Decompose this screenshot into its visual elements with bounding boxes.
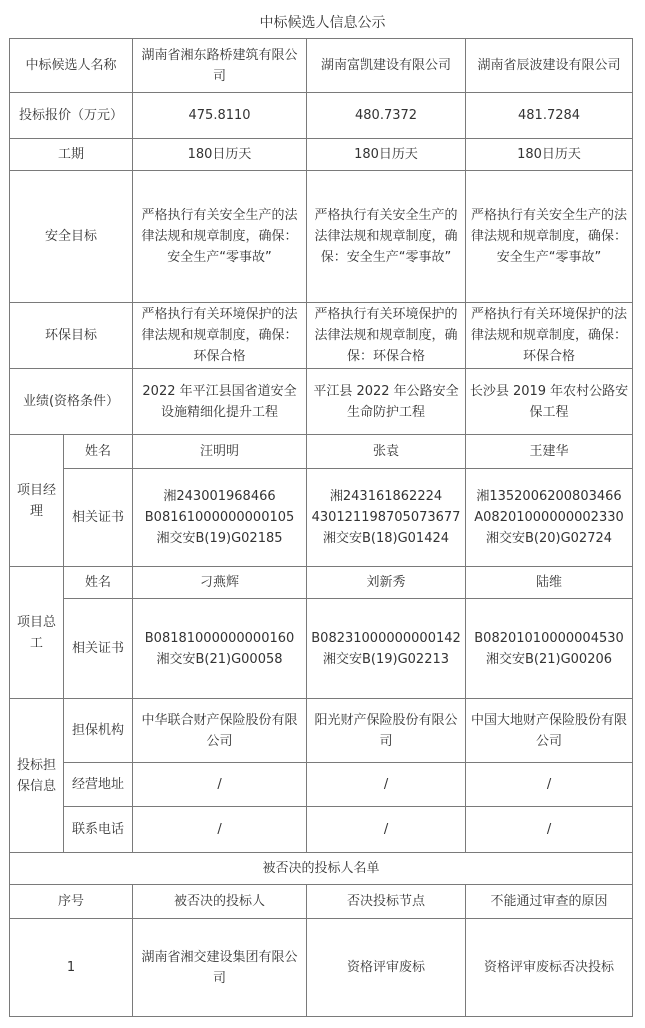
cert-line: 430121198705073677 xyxy=(311,510,461,525)
rejected-section-title: 被否决的投标人名单 xyxy=(10,853,633,885)
candidate-3-guarantor: 中国大地财产保险股份有限公司 xyxy=(466,699,633,763)
candidate-3-pm-certs xyxy=(466,469,633,567)
candidate-2-duration: 180日历天 xyxy=(307,139,466,171)
cert-line: B08231000000000142 xyxy=(311,630,461,646)
engineer-name-row xyxy=(10,567,633,599)
candidate-1-pm-certs xyxy=(133,469,307,567)
guarantor-label: 担保机构 xyxy=(64,699,133,763)
pm-group-label: 项目经理 xyxy=(10,435,64,567)
rejected-header-reason: 不能通过审查的原因 xyxy=(466,885,633,919)
candidate-2-env-goal: 严格执行有关环境保护的法律法规和规章制度，确保：环保合格 xyxy=(307,303,466,369)
candidate-3-name: 湖南省辰波建设有限公司 xyxy=(466,39,633,93)
candidate-2-bid-price: 480.7372 xyxy=(307,93,466,139)
candidate-3-performance: 长沙县 2019 年农村公路安保工程 xyxy=(466,369,633,435)
pm-name-label: 姓名 xyxy=(64,435,133,469)
cert-line: 湘243161862224 xyxy=(329,489,443,504)
duration-row xyxy=(10,139,633,171)
candidate-3-bid-price: 481.7284 xyxy=(466,93,633,139)
candidate-2-pm-certs xyxy=(307,469,466,567)
candidate-1-guarantor-phone: / xyxy=(133,807,307,853)
candidate-3-guarantor-address: / xyxy=(466,763,633,807)
bid-price-label: 投标报价（万元） xyxy=(10,93,133,139)
pm-certs-row xyxy=(10,469,633,567)
candidate-2-guarantor-address: / xyxy=(307,763,466,807)
engineer-name-label: 姓名 xyxy=(64,567,133,599)
rejected-title-row xyxy=(10,853,633,885)
candidate-2-name: 湖南富凯建设有限公司 xyxy=(307,39,466,93)
performance-row xyxy=(10,369,633,435)
candidate-2-safety-goal: 严格执行有关安全生产的法律法规和规章制度，确保：安全生产“零事故” xyxy=(307,171,466,303)
candidate-2-guarantor-phone: / xyxy=(307,807,466,853)
guarantee-group-label: 投标担保信息 xyxy=(10,699,64,853)
cert-line: B08201010000004530 xyxy=(474,630,624,646)
rejected-row xyxy=(10,919,633,1017)
candidate-2-performance: 平江县 2022 年公路安全生命防护工程 xyxy=(307,369,466,435)
candidate-1-guarantor-address: / xyxy=(133,763,307,807)
candidate-1-duration: 180日历天 xyxy=(133,139,307,171)
page-title: 中标候选人信息公示 xyxy=(259,15,386,31)
guarantor-address-label: 经营地址 xyxy=(64,763,133,807)
candidate-3-pm-name: 王建华 xyxy=(466,435,633,469)
candidate-1-safety-goal: 严格执行有关安全生产的法律法规和规章制度，确保：安全生产“零事故” xyxy=(133,171,307,303)
rejected-row-bidder: 湖南省湘交建设集团有限公司 xyxy=(133,919,307,1017)
rejected-row-reason: 资格评审废标否决投标 xyxy=(466,919,633,1017)
cert-line: A08201000000002330 xyxy=(474,510,624,525)
cert-line: 湘交安B(20)G02724 xyxy=(485,531,613,546)
candidate-3-env-goal: 严格执行有关环境保护的法律法规和规章制度，确保：环保合格 xyxy=(466,303,633,369)
candidate-1-env-goal: 严格执行有关环境保护的法律法规和规章制度，确保：环保合格 xyxy=(133,303,307,369)
performance-label: 业绩(资格条件） xyxy=(10,369,133,435)
candidate-name-row xyxy=(10,39,633,93)
candidate-2-guarantor: 阳光财产保险股份有限公司 xyxy=(307,699,466,763)
candidate-name-label: 中标候选人名称 xyxy=(10,39,133,93)
safety-goal-row xyxy=(10,171,633,303)
rejected-header-row xyxy=(10,885,633,919)
candidate-1-performance: 2022 年平江县国省道安全设施精细化提升工程 xyxy=(133,369,307,435)
candidate-1-guarantor: 中华联合财产保险股份有限公司 xyxy=(133,699,307,763)
guarantor-phone-row xyxy=(10,807,633,853)
cert-line: 湘交安B(21)G00058 xyxy=(156,651,283,667)
candidate-3-engineer-name: 陆维 xyxy=(466,567,633,599)
rejected-row-no: 1 xyxy=(10,919,133,1017)
cert-line: 湘243001968466 xyxy=(163,489,276,504)
candidate-1-name: 湖南省湘东路桥建筑有限公司 xyxy=(133,39,307,93)
candidate-2-pm-name: 张袁 xyxy=(307,435,466,469)
guarantor-phone-label: 联系电话 xyxy=(64,807,133,853)
cert-line: 湘交安B(18)G01424 xyxy=(322,531,450,546)
bid-price-row xyxy=(10,93,633,139)
candidate-2-engineer-certs xyxy=(307,599,466,699)
duration-label: 工期 xyxy=(10,139,133,171)
engineer-certs-row xyxy=(10,599,633,699)
rejected-header-stage: 否决投标节点 xyxy=(307,885,466,919)
bid-candidates-table xyxy=(9,38,633,1017)
candidate-1-engineer-name: 刁燕辉 xyxy=(133,567,307,599)
engineer-certs-label: 相关证书 xyxy=(64,599,133,699)
pm-certs-label: 相关证书 xyxy=(64,469,133,567)
rejected-row-stage: 资格评审废标 xyxy=(307,919,466,1017)
rejected-header-bidder: 被否决的投标人 xyxy=(133,885,307,919)
candidate-1-pm-name: 汪明明 xyxy=(133,435,307,469)
candidate-3-guarantor-phone: / xyxy=(466,807,633,853)
cert-line: 湘1352006200803466 xyxy=(476,489,622,504)
cert-line: 湘交安B(19)G02185 xyxy=(156,531,283,546)
pm-name-row xyxy=(10,435,633,469)
candidate-2-engineer-name: 刘新秀 xyxy=(307,567,466,599)
cert-line: 湘交安B(19)G02213 xyxy=(322,651,450,667)
engineer-group-label: 项目总工 xyxy=(10,567,64,699)
rejected-header-no: 序号 xyxy=(10,885,133,919)
env-goal-label: 环保目标 xyxy=(10,303,133,369)
candidate-3-duration: 180日历天 xyxy=(466,139,633,171)
guarantor-address-row xyxy=(10,763,633,807)
env-goal-row xyxy=(10,303,633,369)
candidate-3-safety-goal: 严格执行有关安全生产的法律法规和规章制度，确保：安全生产“零事故” xyxy=(466,171,633,303)
candidate-1-bid-price: 475.8110 xyxy=(133,93,307,139)
cert-line: 湘交安B(21)G00206 xyxy=(485,651,613,667)
cert-line: B08181000000000160 xyxy=(144,630,295,646)
safety-goal-label: 安全目标 xyxy=(10,171,133,303)
candidate-1-engineer-certs xyxy=(133,599,307,699)
candidate-3-engineer-certs xyxy=(466,599,633,699)
guarantor-row xyxy=(10,699,633,763)
cert-line: B08161000000000105 xyxy=(144,510,295,525)
